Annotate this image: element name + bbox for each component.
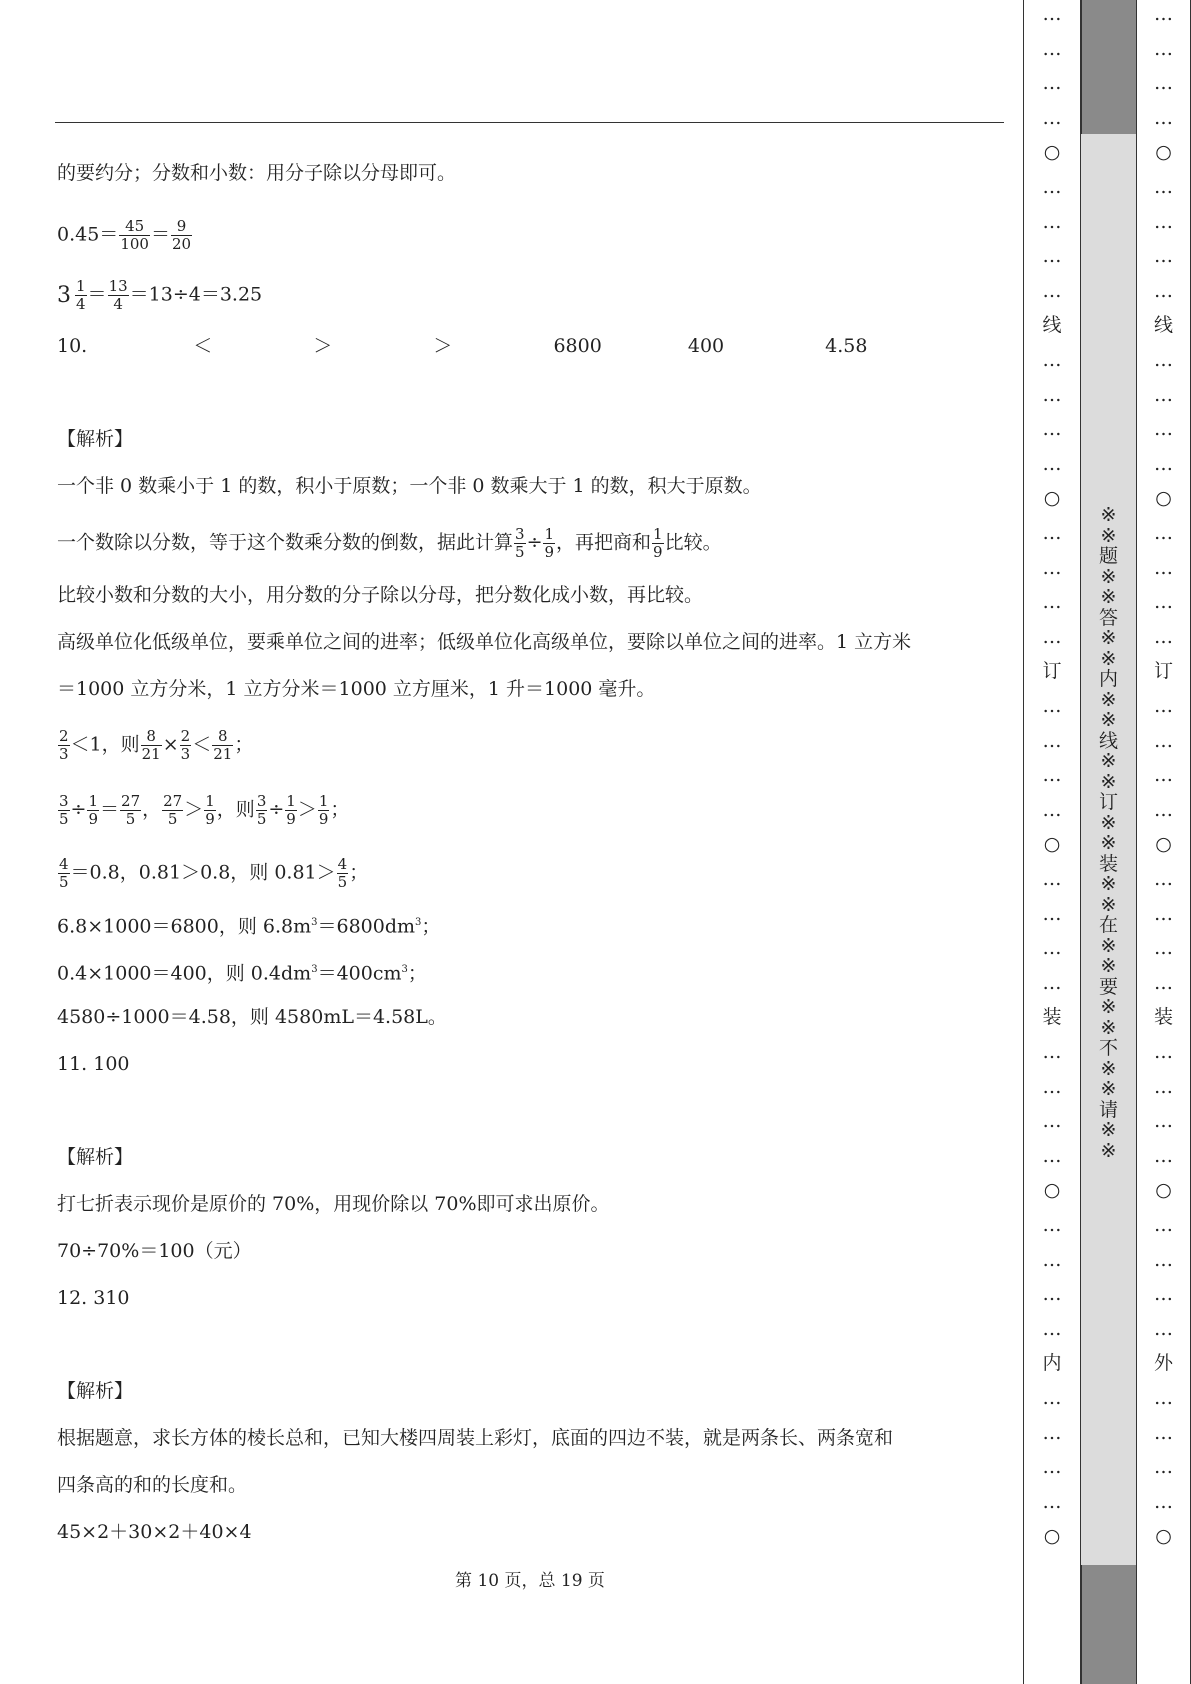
binding-dots: … xyxy=(1154,1041,1173,1063)
binding-circle: ○ xyxy=(1155,487,1172,510)
text-segment: ＜ xyxy=(192,733,212,756)
binding-dots: … xyxy=(1042,695,1062,717)
fraction xyxy=(256,793,268,828)
binding-dots: … xyxy=(1042,418,1062,441)
warning-char: ※ xyxy=(1100,832,1117,854)
binding-dots: … xyxy=(1042,1214,1062,1236)
binding-label-outer: 线 xyxy=(1153,314,1173,337)
binding-circle: ○ xyxy=(1043,1525,1061,1548)
warning-char: 请 xyxy=(1098,1098,1118,1121)
answer: ＜ xyxy=(193,335,213,357)
answer: 6800 xyxy=(553,335,602,357)
analysis-heading: 【解析】 xyxy=(57,1380,134,1402)
binding-dots: … xyxy=(1154,349,1173,371)
binding-dots: … xyxy=(1042,1387,1062,1409)
binding-label-inner: 装 xyxy=(1042,1006,1062,1029)
warning-char: ※ xyxy=(1100,627,1117,649)
denominator: 4 xyxy=(76,295,86,313)
binding-circle: ○ xyxy=(1043,487,1061,510)
warning-char: 不 xyxy=(1098,1037,1118,1059)
analysis-heading: 【解析】 xyxy=(57,428,134,450)
equation-line xyxy=(57,793,349,828)
answer: 4.58 xyxy=(825,335,868,357)
fraction xyxy=(87,793,99,828)
fraction xyxy=(120,793,141,828)
binding-dots: … xyxy=(1154,1075,1173,1098)
fraction xyxy=(652,526,664,561)
numerator: 2 xyxy=(180,727,191,745)
warning-char: 要 xyxy=(1098,975,1118,998)
numerator: 1 xyxy=(88,792,99,810)
denominator: 9 xyxy=(205,810,215,828)
binding-label-outer: 装 xyxy=(1153,1006,1173,1029)
binding-dots: … xyxy=(1042,1075,1062,1098)
binding-dots: … xyxy=(1154,1456,1173,1479)
text-segment: ； xyxy=(407,962,427,985)
binding-circle: ○ xyxy=(1155,833,1172,856)
denominator: 5 xyxy=(256,810,267,828)
binding-dots: … xyxy=(1042,902,1062,925)
binding-dots: … xyxy=(1154,937,1173,960)
answer: ＞ xyxy=(313,335,333,357)
binding-dots: … xyxy=(1154,1283,1173,1306)
binding-label-inner: 线 xyxy=(1042,314,1062,337)
binding-dots: … xyxy=(1042,349,1062,371)
superscript: 3 xyxy=(311,917,318,928)
binding-dots: … xyxy=(1154,902,1173,925)
fraction xyxy=(108,278,129,313)
superscript: 3 xyxy=(401,964,408,975)
denominator: 5 xyxy=(59,873,69,891)
text-line: ＝1000 立方分米，1 立方分米＝1000 立方厘米，1 升＝1000 毫升。 xyxy=(57,678,656,700)
binding-dots: … xyxy=(1154,591,1173,614)
equation-line xyxy=(57,278,262,313)
denominator: 3 xyxy=(59,745,69,763)
binding-dots: … xyxy=(1154,210,1173,233)
binding-dots: … xyxy=(1042,591,1062,614)
equation-line xyxy=(57,856,368,891)
binding-dots: … xyxy=(1154,3,1173,25)
binding-circle: ○ xyxy=(1043,833,1061,856)
warning-char: ※ xyxy=(1100,1057,1117,1080)
binding-dots: … xyxy=(1154,1421,1173,1444)
binding-dots: … xyxy=(1154,695,1173,717)
binding-dots: … xyxy=(1042,868,1062,890)
warning-char: 线 xyxy=(1098,729,1118,752)
text-line: 一个非 0 数乘小于 1 的数，积小于原数；一个非 0 数乘大于 1 的数，积大于原数。 xyxy=(57,475,762,497)
warning-char: ※ xyxy=(1100,750,1117,772)
numerator: 8 xyxy=(212,728,233,746)
binding-dots: … xyxy=(1042,1110,1062,1133)
numerator: 4 xyxy=(59,855,69,873)
binding-dots: … xyxy=(1154,106,1173,129)
binding-warning-text xyxy=(1081,505,1136,1161)
binding-dots: … xyxy=(1154,1387,1173,1409)
question-number: 10. xyxy=(57,335,88,357)
numerator: 1 xyxy=(544,525,555,543)
binding-dots: … xyxy=(1042,729,1062,752)
text-line: 比较小数和分数的大小，用分数的分子除以分母，把分数化成小数，再比较。 xyxy=(57,584,704,606)
binding-dots: … xyxy=(1042,798,1062,821)
warning-char: ※ xyxy=(1100,647,1117,670)
text-segment: ＝0.8，0.81＞0.8，则 0.81＞ xyxy=(70,861,336,884)
fraction xyxy=(285,793,297,828)
numerator: 27 xyxy=(121,792,141,810)
fraction xyxy=(58,793,70,828)
text-segment: ÷ xyxy=(526,531,543,554)
fraction xyxy=(119,218,150,253)
warning-char: 装 xyxy=(1098,852,1118,875)
text-segment: ＝6800dm xyxy=(317,915,416,938)
binding-dots: … xyxy=(1154,764,1173,787)
denominator: 20 xyxy=(171,235,192,253)
numerator: 1 xyxy=(76,277,86,295)
warning-char: 答 xyxy=(1098,606,1118,629)
text-segment: 0.45＝ xyxy=(57,223,119,246)
binding-dots: … xyxy=(1042,971,1062,994)
warning-char: ※ xyxy=(1100,934,1117,957)
answer-line-q12: 12. 310 xyxy=(57,1287,130,1309)
binding-dots: … xyxy=(1154,37,1173,60)
fraction xyxy=(58,728,70,763)
equation-line xyxy=(57,218,193,253)
binding-dots: … xyxy=(1154,522,1173,544)
binding-dots: … xyxy=(1042,3,1062,25)
binding-circle: ○ xyxy=(1155,1179,1172,1202)
numerator: 3 xyxy=(515,525,525,543)
superscript: 3 xyxy=(415,917,422,928)
text-segment: ＝ xyxy=(87,283,107,306)
numerator: 27 xyxy=(163,792,183,810)
text-line xyxy=(57,526,722,561)
denominator: 9 xyxy=(286,810,296,828)
warning-char: 订 xyxy=(1098,791,1118,813)
header-rule xyxy=(55,122,1004,123)
binding-dots: … xyxy=(1154,176,1173,198)
equation-line: 4580÷1000＝4.58，则 4580mL＝4.58L。 xyxy=(57,1006,447,1028)
binding-dots: … xyxy=(1042,1041,1062,1063)
page-footer: 第 10 页，总 19 页 xyxy=(455,1571,605,1591)
binding-dots: … xyxy=(1042,1456,1062,1479)
binding-dots: … xyxy=(1042,106,1062,129)
denominator: 100 xyxy=(120,235,149,253)
binding-dots: … xyxy=(1042,72,1062,95)
answer-line-q10 xyxy=(57,333,867,359)
equation-line xyxy=(57,910,440,939)
binding-column-warning xyxy=(1080,0,1136,1684)
numerator: 1 xyxy=(318,792,329,810)
binding-dots: … xyxy=(1154,729,1173,752)
text-segment: ＝ xyxy=(150,223,170,246)
binding-dots: … xyxy=(1154,625,1173,648)
fraction xyxy=(141,728,162,763)
binding-dots: … xyxy=(1042,1283,1062,1306)
text-segment: ＞ xyxy=(297,798,317,821)
binding-shade-top xyxy=(1081,0,1137,134)
fraction xyxy=(337,856,349,891)
denominator: 21 xyxy=(141,745,161,763)
equation-line xyxy=(57,728,253,763)
binding-dots: … xyxy=(1042,556,1062,579)
text-segment: 0.4×1000＝400，则 0.4dm xyxy=(57,962,312,985)
denominator: 5 xyxy=(337,873,348,891)
binding-dots: … xyxy=(1042,452,1062,475)
binding-dots: … xyxy=(1042,937,1062,960)
fraction xyxy=(171,218,192,253)
binding-dots: … xyxy=(1042,383,1062,406)
fraction xyxy=(180,728,192,763)
warning-char: ※ xyxy=(1100,873,1117,895)
text-line: 的要约分；分数和小数：用分子除以分母即可。 xyxy=(57,162,457,184)
binding-dots: … xyxy=(1154,1248,1173,1271)
binding-dots: … xyxy=(1154,245,1173,268)
text-segment: ＝400cm xyxy=(317,962,402,985)
text-segment: 比较。 xyxy=(664,531,722,554)
text-line: 打七折表示现价是原价的 70%，用现价除以 70%即可求出原价。 xyxy=(57,1193,610,1215)
text-segment: ； xyxy=(421,915,441,938)
equation-line: 70÷70%＝100（元） xyxy=(57,1240,252,1262)
binding-dots: … xyxy=(1042,279,1062,302)
binding-dots: … xyxy=(1154,418,1173,441)
denominator: 21 xyxy=(213,745,233,763)
warning-char: ※ xyxy=(1100,1119,1117,1141)
warning-char: 题 xyxy=(1098,545,1118,567)
binding-dots: … xyxy=(1042,625,1062,648)
binding-dots: … xyxy=(1042,1421,1062,1444)
text-line: 四条高的和的长度和。 xyxy=(57,1474,248,1496)
text-segment: × xyxy=(162,733,179,756)
warning-char: ※ xyxy=(1100,1139,1117,1162)
binding-dots: … xyxy=(1154,452,1173,475)
binding-column-outer xyxy=(1136,0,1191,1684)
numerator: 13 xyxy=(108,277,128,295)
warning-char: ※ xyxy=(1100,1078,1117,1100)
binding-dots: … xyxy=(1154,868,1173,890)
binding-column-inner xyxy=(1023,0,1081,1684)
binding-circle: ○ xyxy=(1043,1179,1061,1202)
binding-dots: … xyxy=(1042,176,1062,198)
denominator: 9 xyxy=(544,543,555,561)
fraction xyxy=(204,793,216,828)
numerator: 4 xyxy=(337,855,348,873)
binding-dots: … xyxy=(1042,1490,1062,1513)
binding-label-outer: 外 xyxy=(1153,1352,1173,1375)
warning-char: ※ xyxy=(1100,770,1117,793)
text-segment: ÷ xyxy=(268,798,285,821)
text-segment: ，再把商和 xyxy=(556,531,652,554)
binding-dots: … xyxy=(1154,971,1173,994)
denominator: 5 xyxy=(59,810,69,828)
binding-dots: … xyxy=(1042,245,1062,268)
denominator: 9 xyxy=(318,810,329,828)
binding-dots: … xyxy=(1042,522,1062,544)
warning-char: ※ xyxy=(1100,524,1117,547)
denominator: 3 xyxy=(180,745,191,763)
warning-char: 在 xyxy=(1098,914,1118,936)
denominator: 5 xyxy=(125,810,136,828)
warning-char: 内 xyxy=(1098,668,1118,690)
fraction xyxy=(162,793,183,828)
numerator: 2 xyxy=(59,727,69,745)
fraction xyxy=(514,526,526,561)
fraction xyxy=(543,526,555,561)
text-segment: ； xyxy=(349,861,369,884)
numerator: 3 xyxy=(256,792,267,810)
binding-circle: ○ xyxy=(1043,141,1061,164)
warning-char: ※ xyxy=(1100,688,1117,711)
binding-dots: … xyxy=(1154,798,1173,821)
warning-char: ※ xyxy=(1100,955,1117,977)
text-segment: ； xyxy=(330,798,350,821)
warning-char: ※ xyxy=(1100,709,1117,731)
binding-circle: ○ xyxy=(1155,141,1172,164)
denominator: 5 xyxy=(167,810,178,828)
superscript: 3 xyxy=(311,964,318,975)
warning-char: ※ xyxy=(1100,1016,1117,1039)
binding-dots: … xyxy=(1154,1214,1173,1236)
text-segment: ， xyxy=(142,798,162,821)
analysis-heading: 【解析】 xyxy=(57,1146,134,1168)
fraction xyxy=(212,728,233,763)
text-line: 高级单位化低级单位，要乘单位之间的进率；低级单位化高级单位，要除以单位之间的进率。1 立方米 xyxy=(57,631,912,653)
denominator: 9 xyxy=(653,543,663,561)
numerator: 3 xyxy=(59,792,69,810)
binding-dots: … xyxy=(1042,1317,1062,1340)
text-segment: ÷ xyxy=(70,798,87,821)
fraction xyxy=(75,278,87,313)
binding-dots: … xyxy=(1154,1317,1173,1340)
binding-dots: … xyxy=(1154,1144,1173,1167)
text-segment: 一个数除以分数，等于这个数乘分数的倒数，据此计算 xyxy=(57,531,514,554)
warning-char: ※ xyxy=(1100,811,1117,834)
fraction xyxy=(318,793,330,828)
binding-dots: … xyxy=(1042,1248,1062,1271)
binding-dots: … xyxy=(1154,279,1173,302)
numerator: 1 xyxy=(286,792,296,810)
answer-line-q11: 11. 100 xyxy=(57,1053,130,1075)
text-segment: ，则 xyxy=(216,798,255,821)
numerator: 45 xyxy=(119,218,150,236)
denominator: 5 xyxy=(515,543,525,561)
binding-label-inner: 订 xyxy=(1042,660,1062,683)
text-segment: ； xyxy=(234,733,254,756)
numerator: 1 xyxy=(653,525,663,543)
equation-line xyxy=(57,957,427,986)
numerator: 9 xyxy=(171,218,192,236)
warning-char: ※ xyxy=(1100,996,1117,1018)
binding-dots: … xyxy=(1042,764,1062,787)
answer: ＞ xyxy=(433,335,453,357)
binding-circle: ○ xyxy=(1155,1525,1172,1548)
answer: 400 xyxy=(687,335,725,357)
warning-char: ※ xyxy=(1100,586,1117,608)
binding-dots: … xyxy=(1042,1144,1062,1167)
text-segment: ＜1，则 xyxy=(70,733,140,756)
binding-dots: … xyxy=(1154,1490,1173,1513)
denominator: 9 xyxy=(88,810,99,828)
binding-shade-bottom xyxy=(1081,1565,1137,1684)
fraction xyxy=(58,856,70,891)
binding-dots: … xyxy=(1042,210,1062,233)
warning-char: ※ xyxy=(1100,893,1117,916)
binding-dots: … xyxy=(1042,37,1062,60)
mixed-integer: 3 xyxy=(57,282,71,308)
text-segment: ＝ xyxy=(100,798,120,821)
warning-char: ※ xyxy=(1100,565,1117,588)
binding-label-outer: 订 xyxy=(1153,660,1173,683)
equation-line: 45×2＋30×2＋40×4 xyxy=(57,1521,252,1543)
binding-dots: … xyxy=(1154,1110,1173,1133)
numerator: 8 xyxy=(141,728,162,746)
numerator: 1 xyxy=(205,792,215,810)
warning-char: ※ xyxy=(1100,504,1117,526)
binding-dots: … xyxy=(1154,383,1173,406)
binding-label-inner: 内 xyxy=(1042,1352,1062,1375)
binding-dots: … xyxy=(1154,556,1173,579)
text-segment: ＞ xyxy=(184,798,204,821)
denominator: 4 xyxy=(113,295,123,313)
text-segment: 6.8×1000＝6800，则 6.8m xyxy=(57,915,312,938)
binding-dots: … xyxy=(1154,72,1173,95)
text-segment: ＝13÷4＝3.25 xyxy=(129,283,263,306)
text-line: 根据题意，求长方体的棱长总和，已知大楼四周装上彩灯，底面的四边不装，就是两条长、两条宽和 xyxy=(57,1427,894,1449)
